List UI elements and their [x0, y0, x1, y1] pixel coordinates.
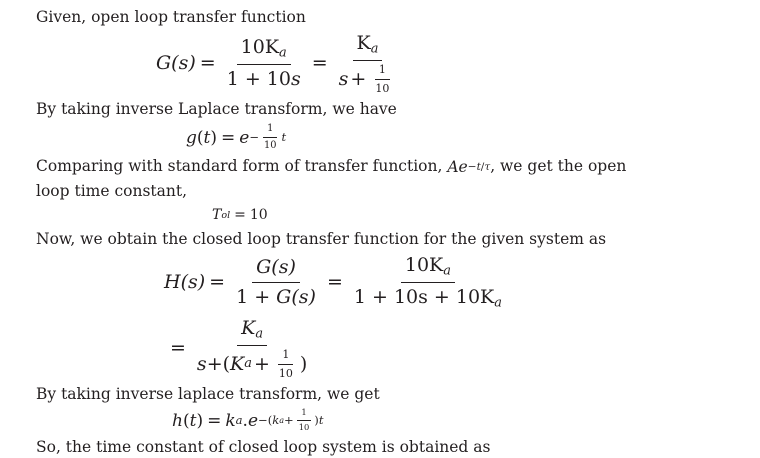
comparing-text-line-1 — [36, 155, 750, 178]
closed-response-exp-open: ( — [267, 413, 273, 428]
closed-response-exp-minus: − — [258, 413, 268, 428]
closed-loop-intro-text: Now, we obtain the closed loop transfer function for the given system as — [36, 230, 607, 249]
equation-closed-response — [36, 407, 750, 434]
closed-response-exp-frac-num: 1 — [297, 407, 310, 421]
impulse-base-e: e — [239, 127, 250, 148]
tau-ol-symbol: T — [212, 207, 222, 224]
closed-loop-num-2 — [401, 252, 455, 283]
open-loop-den-1-s: s — [290, 67, 301, 90]
standard-form-exponent — [468, 160, 490, 175]
open-loop-equals-2: = — [311, 51, 328, 74]
closed-loop-den-3-s: s — [196, 352, 207, 375]
comparing-text-line-2: loop time constant, — [36, 182, 188, 201]
equation-tau-open-loop — [36, 204, 750, 226]
equation-closed-loop-line-1 — [36, 252, 750, 313]
closed-loop-fraction-2 — [350, 252, 506, 313]
open-loop-fraction-2 — [335, 30, 401, 96]
closed-response-lhs-t: t — [189, 410, 197, 431]
impulse-lhs-open: ( — [196, 127, 204, 148]
closed-loop-den-2-sub: a — [494, 295, 502, 311]
open-loop-den-1-text: 1 + 10 — [226, 67, 291, 90]
impulse-exp-frac-num: 1 — [263, 122, 277, 138]
open-loop-num-2-sub: a — [370, 41, 379, 57]
closed-loop-num-3-text: K — [241, 317, 256, 340]
closed-response-lhs-close: ) — [196, 410, 204, 431]
standard-form-a: A — [447, 158, 459, 177]
closed-response-k-sub: a — [235, 413, 243, 428]
comparing-text-b: , we get the open — [490, 157, 627, 176]
conclusion-text: So, the time constant of closed loop system is obtained as — [36, 437, 491, 456]
closed-loop-equals-1: = — [209, 271, 226, 294]
closed-response-lhs-h: h — [172, 410, 183, 431]
closed-response-exp-fraction — [295, 407, 314, 434]
open-loop-fraction-1 — [223, 34, 305, 93]
closed-loop-den-3-frac-num: 1 — [278, 347, 293, 365]
open-loop-den-2 — [335, 61, 401, 96]
open-loop-num-1-text: 10K — [240, 35, 280, 58]
equation-open-loop — [36, 30, 750, 96]
closed-response-exp-t: t — [318, 413, 324, 428]
closed-loop-num-3-sub: a — [255, 326, 264, 342]
impulse-lhs-g: g — [186, 127, 197, 148]
closed-loop-den-1-a: 1 + — [236, 286, 277, 309]
open-loop-num-1 — [237, 34, 291, 65]
closed-loop-den-3-fraction — [275, 347, 297, 381]
closed-loop-den-3-frac-den: 10 — [278, 366, 293, 380]
closed-loop-num-2-text: 10K — [404, 254, 444, 277]
standard-form-e: e — [458, 158, 468, 177]
closed-loop-den-3-close: ) — [299, 352, 308, 375]
impulse-lhs-close: ) — [210, 127, 218, 148]
closed-loop-den-3-k: K — [230, 352, 245, 375]
tau-ol-equals: = — [234, 207, 246, 224]
closed-response-equals: = — [207, 410, 222, 431]
closed-response-k: k — [225, 410, 236, 431]
open-loop-num-2 — [353, 30, 383, 61]
standard-form-exp-minus: − — [467, 160, 477, 173]
impulse-equals: = — [221, 127, 236, 148]
impulse-exp-minus: − — [249, 130, 260, 145]
closed-loop-num-1: G(s) — [252, 254, 300, 283]
closed-response-exp-k: k — [272, 413, 280, 428]
closed-response-lhs-open: ( — [182, 410, 190, 431]
standard-form-exp-t: t — [476, 160, 481, 173]
impulse-lhs-t: t — [203, 127, 211, 148]
equation-impulse-response — [36, 122, 750, 153]
closed-loop-equals-3: = — [170, 336, 186, 359]
open-loop-den-2-plus: + — [350, 67, 367, 90]
closed-loop-den-1 — [232, 283, 320, 311]
open-loop-den-2-frac-den: 10 — [375, 81, 390, 95]
open-loop-den-2-frac-num: 1 — [375, 62, 390, 80]
closed-response-exp-frac-den: 10 — [298, 422, 310, 433]
impulse-exponent — [249, 122, 286, 153]
open-loop-num-2-text: K — [356, 32, 371, 54]
open-loop-den-1 — [223, 65, 305, 93]
equation-closed-loop-line-2 — [36, 315, 750, 381]
closed-loop-num-2-sub: a — [443, 263, 451, 279]
closed-loop-fraction-1 — [232, 254, 320, 311]
tau-ol-subscript: ol — [221, 210, 231, 222]
open-loop-num-1-sub: a — [279, 45, 287, 61]
standard-form-exp-slash: / — [480, 160, 485, 173]
closed-loop-den-3-open: ( — [222, 352, 231, 375]
inverse-laplace-text: By taking inverse Laplace transform, we have — [36, 100, 397, 119]
impulse-exp-t: t — [281, 130, 287, 145]
closed-loop-equals-2: = — [326, 271, 343, 294]
impulse-exp-frac-den: 10 — [264, 140, 277, 152]
closed-loop-den-1-b: G(s) — [276, 286, 316, 309]
closed-loop-num-3 — [237, 315, 267, 346]
open-loop-lhs: G(s) — [156, 51, 196, 74]
closed-response-exp-plus: + — [284, 413, 294, 428]
open-loop-equals-1: = — [199, 51, 216, 74]
inverse-laplace-text-2: By taking inverse laplace transform, we get — [36, 385, 380, 404]
closed-response-exp-k-sub: a — [279, 414, 285, 425]
closed-response-exp-close: ) — [314, 413, 319, 428]
closed-loop-den-2 — [350, 283, 506, 313]
impulse-exp-fraction — [260, 122, 281, 153]
closed-response-exponent — [258, 407, 323, 434]
closed-loop-den-3 — [193, 346, 311, 381]
standard-form-expression — [447, 156, 490, 178]
closed-loop-den-3-plus: + — [206, 352, 223, 375]
open-loop-den-2-s: s — [338, 67, 349, 90]
closed-response-dot: . — [242, 410, 248, 431]
closed-loop-den-3-k-sub: a — [244, 355, 252, 371]
closed-loop-fraction-3 — [193, 315, 311, 381]
intro-text: Given, open loop transfer function — [36, 8, 306, 26]
closed-loop-lhs: H(s) — [164, 271, 206, 294]
closed-response-e: e — [247, 410, 258, 431]
closed-loop-den-3-kplus: + — [253, 352, 270, 375]
open-loop-den-2-fraction — [371, 62, 393, 96]
tau-ol-value: 10 — [249, 207, 268, 224]
closed-loop-den-2-text: 1 + 10s + 10K — [353, 286, 495, 309]
standard-form-exp-tau: τ — [484, 160, 491, 173]
comparing-text-a: Comparing with standard form of transfer function, — [36, 157, 448, 176]
